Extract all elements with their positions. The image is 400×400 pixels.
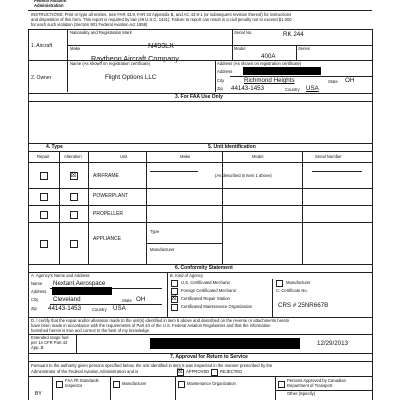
faa-use-title-line [28, 101, 372, 102]
kind-maintenance-org-label: Certificated Maintenance Organization [181, 304, 253, 309]
nationality-value: N493LX [148, 41, 174, 50]
powerplant-alteration-checkbox[interactable] [70, 193, 78, 201]
owner-address-field-label: Address [217, 69, 233, 74]
airframe-label: AIRFRAME [93, 173, 119, 179]
unit-id-title-line [28, 151, 372, 152]
approval-title: 7. Approval for Return to Service [170, 354, 248, 360]
owner-zip-value: 44143-1453 [231, 85, 265, 92]
instructions-line2: and disposition of this form. This report is required by law (49 U.S.C. 1421). Failure to report can result in a civil penalty not to exceed $1,000 [31, 17, 292, 22]
type-title: 4. Type [46, 144, 63, 150]
owner-address-label: Address (As shown on registration certificate) [217, 61, 302, 66]
serial-label: Serial No. [234, 30, 253, 35]
appliance-repair-checkbox[interactable] [40, 240, 48, 248]
approval-div-2 [175, 376, 176, 400]
form-left-border [28, 29, 29, 400]
redacted-agency-address [52, 287, 112, 295]
model-value: 400A [261, 53, 276, 60]
agency-name-line2: Administration [34, 3, 64, 8]
certificate-no-value: CRS # 25NR667B [278, 302, 329, 309]
statement-d-line3: furnished herein is true and correct to the best of my knowledge. [31, 328, 151, 333]
col-alteration: Alteration [64, 154, 82, 159]
col-make: Make [180, 154, 191, 159]
owner-city-value: Richmond Heights [244, 77, 295, 84]
kind-us-mechanic-checkbox[interactable] [171, 280, 178, 287]
owner-mid-divider [215, 60, 216, 92]
owner-country-value: USA [306, 85, 319, 92]
agency-city-value: Cleveland [53, 296, 81, 303]
unit-header-line [28, 162, 372, 163]
aircraft-row1-line [67, 45, 372, 46]
other-specify-label: Other (Specify) [287, 391, 316, 396]
unit-id-title: 5. Unit Identification [208, 144, 256, 150]
row-line-3 [28, 222, 372, 223]
agency-zip-label: Zip [31, 306, 37, 311]
kind-manufacturer-label: Manufacturer [286, 280, 311, 285]
make-value: Raytheon Aircraft Company [91, 54, 179, 63]
col-div-repair [59, 151, 60, 264]
owner-city-label: City [217, 78, 225, 83]
col-repair: Repair [37, 154, 50, 159]
col-div-alteration [88, 151, 89, 264]
approval-div-1 [110, 376, 111, 400]
appliance-alteration-checkbox[interactable] [70, 240, 78, 248]
manufacturer-approval-checkbox[interactable] [113, 381, 120, 388]
powerplant-repair-checkbox[interactable] [40, 193, 48, 201]
faa-inspector-checkbox[interactable] [56, 381, 63, 388]
kind-repair-station-checkmark: ☒ [170, 295, 177, 302]
canadian-approval-label2: Department of Transport [287, 383, 333, 388]
canadian-approval-label1: Persons Approved by Canadian [287, 378, 346, 383]
manufacturer-approval-label: Manufacturer [122, 381, 147, 386]
canadian-approval-checkbox[interactable] [278, 381, 285, 388]
agency-name-value: Nextant Aerospace [53, 280, 106, 287]
owner-zip-label: Zip [217, 86, 223, 91]
kind-of-agency-label: B. Kind of Agency [170, 273, 204, 278]
airframe-repair-checkbox[interactable] [40, 172, 48, 180]
make-label: Make [70, 46, 81, 51]
kind-right-divider [272, 279, 273, 317]
serial-value: RK 244 [283, 31, 304, 38]
form-right-border [372, 29, 373, 400]
statement-d-line1: D. I certify that the repair and/or alteration made to the unit(s) identified in item 5 above and described on the reverse or attachments hereto [31, 318, 290, 323]
instructions-line1: INSTRUCTIONS: Print or type all entries. See FAR 43.9, FAR 43 Appendix B, and AC 43.9-1 (or subsequent revision thereof) for instructions [31, 12, 292, 17]
appliance-manufacturer-label: Manufacturer [150, 247, 175, 252]
approval-title-line [28, 361, 372, 362]
powerplant-label: POWERPLANT [93, 193, 129, 199]
col-div-model [302, 151, 303, 264]
owner-name-value: Flight Options LLC [105, 74, 157, 81]
approved-checkmark: ☒ [176, 368, 183, 375]
conformity-title: 6. Conformity Statement [175, 265, 233, 271]
certificate-no-label: C. Certificate No. [276, 288, 308, 293]
col-serial: Serial Number [315, 154, 342, 159]
row-line-1 [28, 188, 372, 189]
approval-line1: Pursuant to the authority given persons specified below, the unit identified in item 5 was inspected in the manner prescribed by the [31, 363, 273, 368]
unit-id-top-line [28, 143, 372, 144]
agency-name-line1: Federal Aviation [34, 0, 67, 3]
series-divider [296, 45, 297, 60]
extended-range-divider [76, 334, 77, 353]
extended-range-label2: per 14 CFR Part 43 [31, 340, 68, 345]
owner-country-label: Country [285, 87, 300, 92]
agency-city-label: City [31, 297, 39, 302]
extended-range-label3: App. B [31, 345, 44, 350]
airframe-make-line [150, 171, 198, 172]
col-unit: Unit [120, 154, 128, 159]
row-line-2 [28, 205, 372, 206]
faa-use-title: 3. For FAA Use Only [175, 94, 223, 100]
appliance-type-label: Type [150, 229, 160, 234]
extended-range-label1: Extended range fuel [31, 335, 69, 340]
airframe-note: (As described in Item 1 above) [215, 173, 272, 178]
agency-zip-value: 44143-1453 [48, 305, 82, 312]
redacted-signature [150, 338, 300, 349]
faa-inspector-label: Inspector [65, 383, 83, 388]
agency-country-label: Country [92, 307, 107, 312]
kind-foreign-mechanic-label: Foreign Certificated Mechanic [181, 288, 237, 293]
col-model: Model [252, 154, 264, 159]
approval-div-3 [275, 376, 276, 400]
instructions-line3: for each such violation (Section 901 Federal Aviation Act 1958) [31, 22, 148, 27]
header-divider [28, 10, 372, 11]
airframe-alteration-checkmark: ☒ [70, 172, 77, 179]
agency-label: A. Agency's Name and Address [31, 273, 90, 278]
col-div-unit [146, 151, 147, 264]
airframe-serial-line [312, 171, 362, 172]
extended-range-top-line [28, 334, 372, 335]
nationality-label: Nationality and Registration Mark [70, 30, 132, 35]
kind-repair-station-label: Certificated Repair Station [181, 296, 230, 301]
propeller-repair-checkbox[interactable] [40, 211, 48, 219]
series-label: Series [298, 46, 310, 51]
kind-us-mechanic-label: U.S. Certificated Mechanic [181, 280, 231, 285]
kind-foreign-mechanic-checkbox[interactable] [171, 288, 178, 295]
appliance-type-line [146, 243, 222, 244]
col-div-make [222, 151, 223, 264]
maint-org-checkbox[interactable] [178, 381, 185, 388]
by-divider [52, 376, 53, 400]
owner-state-value: OH [345, 77, 355, 84]
kind-maintenance-org-checkbox[interactable] [171, 304, 178, 311]
faa-flt-standards-label: FAA Flt Standards [65, 378, 99, 383]
approved-label: APPROVED [186, 369, 210, 374]
redacted-owner-address [243, 67, 321, 75]
owner-section-label: 2. Owner [31, 75, 52, 81]
owner-name-label: Name (As shown on registration certificate) [70, 61, 151, 66]
model-label: Model [234, 46, 246, 51]
maint-org-label: Maintenance Organization [187, 381, 236, 386]
agency-country-value: USA [113, 305, 126, 312]
rejected-checkbox[interactable] [211, 369, 218, 376]
conformity-date: 12/29/2013 [317, 340, 348, 347]
statement-d-line2: have been made in accordance with the requirements of Part 43 of the U.S. Federal Aviation Regulations and that the information [31, 323, 271, 328]
rejected-label: REJECTED [220, 369, 243, 374]
agency-address-label: Address [31, 289, 47, 294]
agency-name-label: Name [31, 281, 43, 286]
propeller-label: PROPELLER [93, 211, 124, 217]
aircraft-section-label: 1. Aircraft [31, 43, 53, 49]
approval-line2: Administrator of the Federal Aviation Administration and is [31, 369, 139, 374]
kind-manufacturer-checkbox[interactable] [276, 280, 283, 287]
by-label: BY [35, 391, 42, 397]
agency-state-value: OH [136, 296, 146, 303]
conformity-mid-divider [167, 272, 168, 317]
propeller-alteration-checkbox[interactable] [70, 211, 78, 219]
appliance-label: APPLIANCE [93, 236, 122, 242]
owner-state-label: State [328, 79, 338, 84]
agency-state-label: State [122, 298, 132, 303]
approval-options-top-line [28, 376, 372, 377]
